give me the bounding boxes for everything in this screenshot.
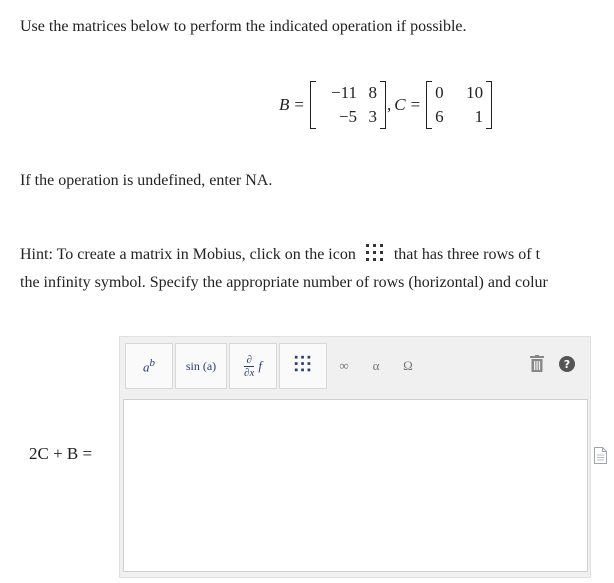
help-icon: [559, 356, 575, 377]
expression-lhs: 2C + B: [29, 444, 79, 463]
editor-right-tools: [522, 343, 582, 389]
matrix-b-cell: 3: [368, 107, 377, 126]
function-label: sin (a): [185, 358, 217, 373]
editor-toolbar: [125, 343, 425, 391]
hint-text-part2: that has three rows of t: [393, 246, 541, 264]
matrix-definitions: [279, 79, 492, 131]
svg-text:?: ?: [563, 357, 571, 371]
trash-icon: [530, 355, 544, 377]
document-icon[interactable]: [594, 447, 607, 469]
omega-button[interactable]: [393, 343, 423, 389]
matrix-c-cell: 0: [435, 83, 444, 102]
hint-text-line2: the infinity symbol. Specify the appropriate number of rows (horizontal) and colur: [20, 274, 548, 291]
superscript-exp: b: [149, 356, 155, 369]
superscript-button[interactable]: [125, 343, 173, 389]
math-editor: [119, 336, 591, 578]
hint-text: [20, 242, 540, 269]
matrix-c-name: C: [394, 95, 406, 114]
function-button[interactable]: [175, 343, 227, 389]
alpha-symbol: α: [372, 358, 380, 373]
comma: ,: [386, 95, 392, 114]
partial-derivative-button[interactable]: [229, 343, 277, 389]
matrix-b-cell: −11: [331, 83, 357, 102]
matrix-button[interactable]: [279, 343, 327, 389]
alpha-button[interactable]: [361, 343, 391, 389]
matrix-c-cell: 10: [466, 83, 484, 102]
help-button[interactable]: [552, 343, 582, 389]
hint-text-part1: Hint: To create a matrix in Mobius, click on the icon: [20, 246, 356, 264]
instruction-text: Use the matrices below to perform the indicated operation if possible.: [20, 18, 467, 35]
infinity-symbol: ∞: [339, 358, 349, 373]
delete-button[interactable]: [522, 343, 552, 389]
partial-f: f: [258, 358, 262, 373]
matrix-c-cell: 1: [474, 107, 484, 126]
matrix-b-name: B: [279, 95, 290, 114]
answer-label: [29, 444, 92, 464]
equals-sign: =: [410, 95, 421, 114]
partial-num: ∂: [246, 353, 252, 366]
grid-icon: [364, 242, 386, 269]
partial-den: ∂x: [244, 366, 255, 379]
matrix-b: [310, 81, 386, 129]
expression-equals: =: [82, 444, 93, 463]
matrix-c-cell: 6: [435, 107, 444, 126]
equals-sign: =: [294, 95, 304, 114]
superscript-base: a: [143, 359, 150, 375]
answer-input-area[interactable]: [123, 399, 588, 572]
grid-icon: [293, 354, 313, 378]
omega-symbol: Ω: [403, 358, 413, 373]
matrix-b-cell: −5: [338, 107, 357, 126]
infinity-button[interactable]: [329, 343, 359, 389]
undefined-note: If the operation is undefined, enter NA.: [20, 172, 273, 189]
matrix-b-cell: 8: [368, 83, 377, 102]
matrix-c: [426, 81, 492, 129]
